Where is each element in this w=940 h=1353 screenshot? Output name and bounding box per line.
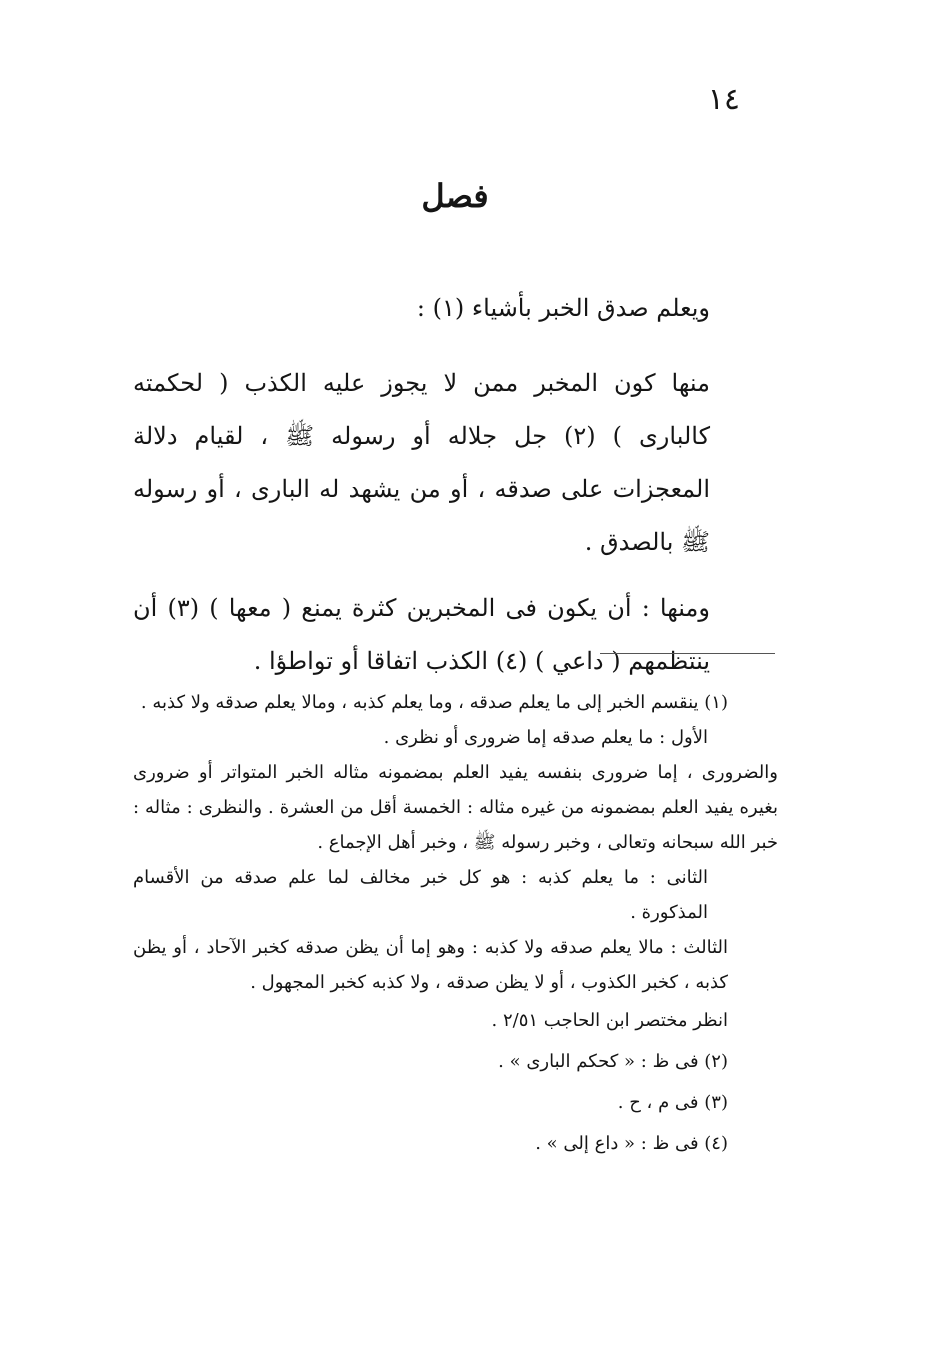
footnote-1-necessary: والضرورى ، إما ضرورى بنفسه يفيد العلم بمضمونه مثاله الخبر المتواتر أو ضرورى بغيره يفيد العلم بمضمونه من غيره مثاله : الخمسة أقل من العشرة . والنظرى : مثاله : خبر الله سبحانه وتعالى ، وخبر رسوله ﷺ ، وخبر أهل الإجماع . (133, 762, 778, 853)
footnote-4: (٤) فى ظ : « داع إلى » . (535, 1133, 728, 1154)
footnote-1-reference: انظر مختصر ابن الحاجب ٢/٥١ . (491, 1010, 728, 1031)
paragraph-2: ومنها : أن يكون فى المخبرين كثرة يمنع ( معها ) (٣) أن ينتظمهم ( داعي ) (٤) الكذب اتفاقا أو تواطؤا . (133, 594, 710, 675)
footnote-1-first-category: الأول : ما يعلم صدقه إما ضرورى أو نظرى . (383, 727, 708, 748)
page-number: ١٤ (707, 82, 740, 117)
section-heading: فصل (421, 177, 489, 215)
main-text (133, 282, 710, 688)
footnote-2: (٢) فى ظ : « كحكم البارى » . (498, 1051, 728, 1072)
footnote-1-third-category: الثالث : مالا يعلم صدقه ولا كذبه : وهو إما أن يظن صدقه كخبر الآحاد ، أو يظن كذبه ، كخبر الكذوب ، أو لا يظن صدقه ، ولا كذبه كخبر المجهول . (133, 937, 728, 993)
footnote-1-second-category: الثانى : ما يعلم كذبه : هو كل خبر مخالف لما علم صدقه من الأقسام المذكورة . (133, 867, 708, 923)
footnote-divider (600, 653, 775, 654)
intro-line: ويعلم صدق الخبر بأشياء (١) : (416, 294, 710, 322)
paragraph-1: منها كون المخبر ممن لا يجوز عليه الكذب ( لحكمته كالبارى ) (٢) جل جلاله أو رسوله ﷺ ، لقيام دلالة المعجزات على صدقه ، أو من يشهد له البارى ، أو رسوله ﷺ بالصدق . (133, 369, 711, 556)
footnotes (133, 685, 778, 1164)
footnote-1-intro: (١) ينقسم الخبر إلى ما يعلم صدقه ، وما يعلم كذبه ، ومالا يعلم صدقه ولا كذبه . (140, 692, 728, 713)
footnote-3: (٣) فى م ، ح . (617, 1092, 728, 1113)
